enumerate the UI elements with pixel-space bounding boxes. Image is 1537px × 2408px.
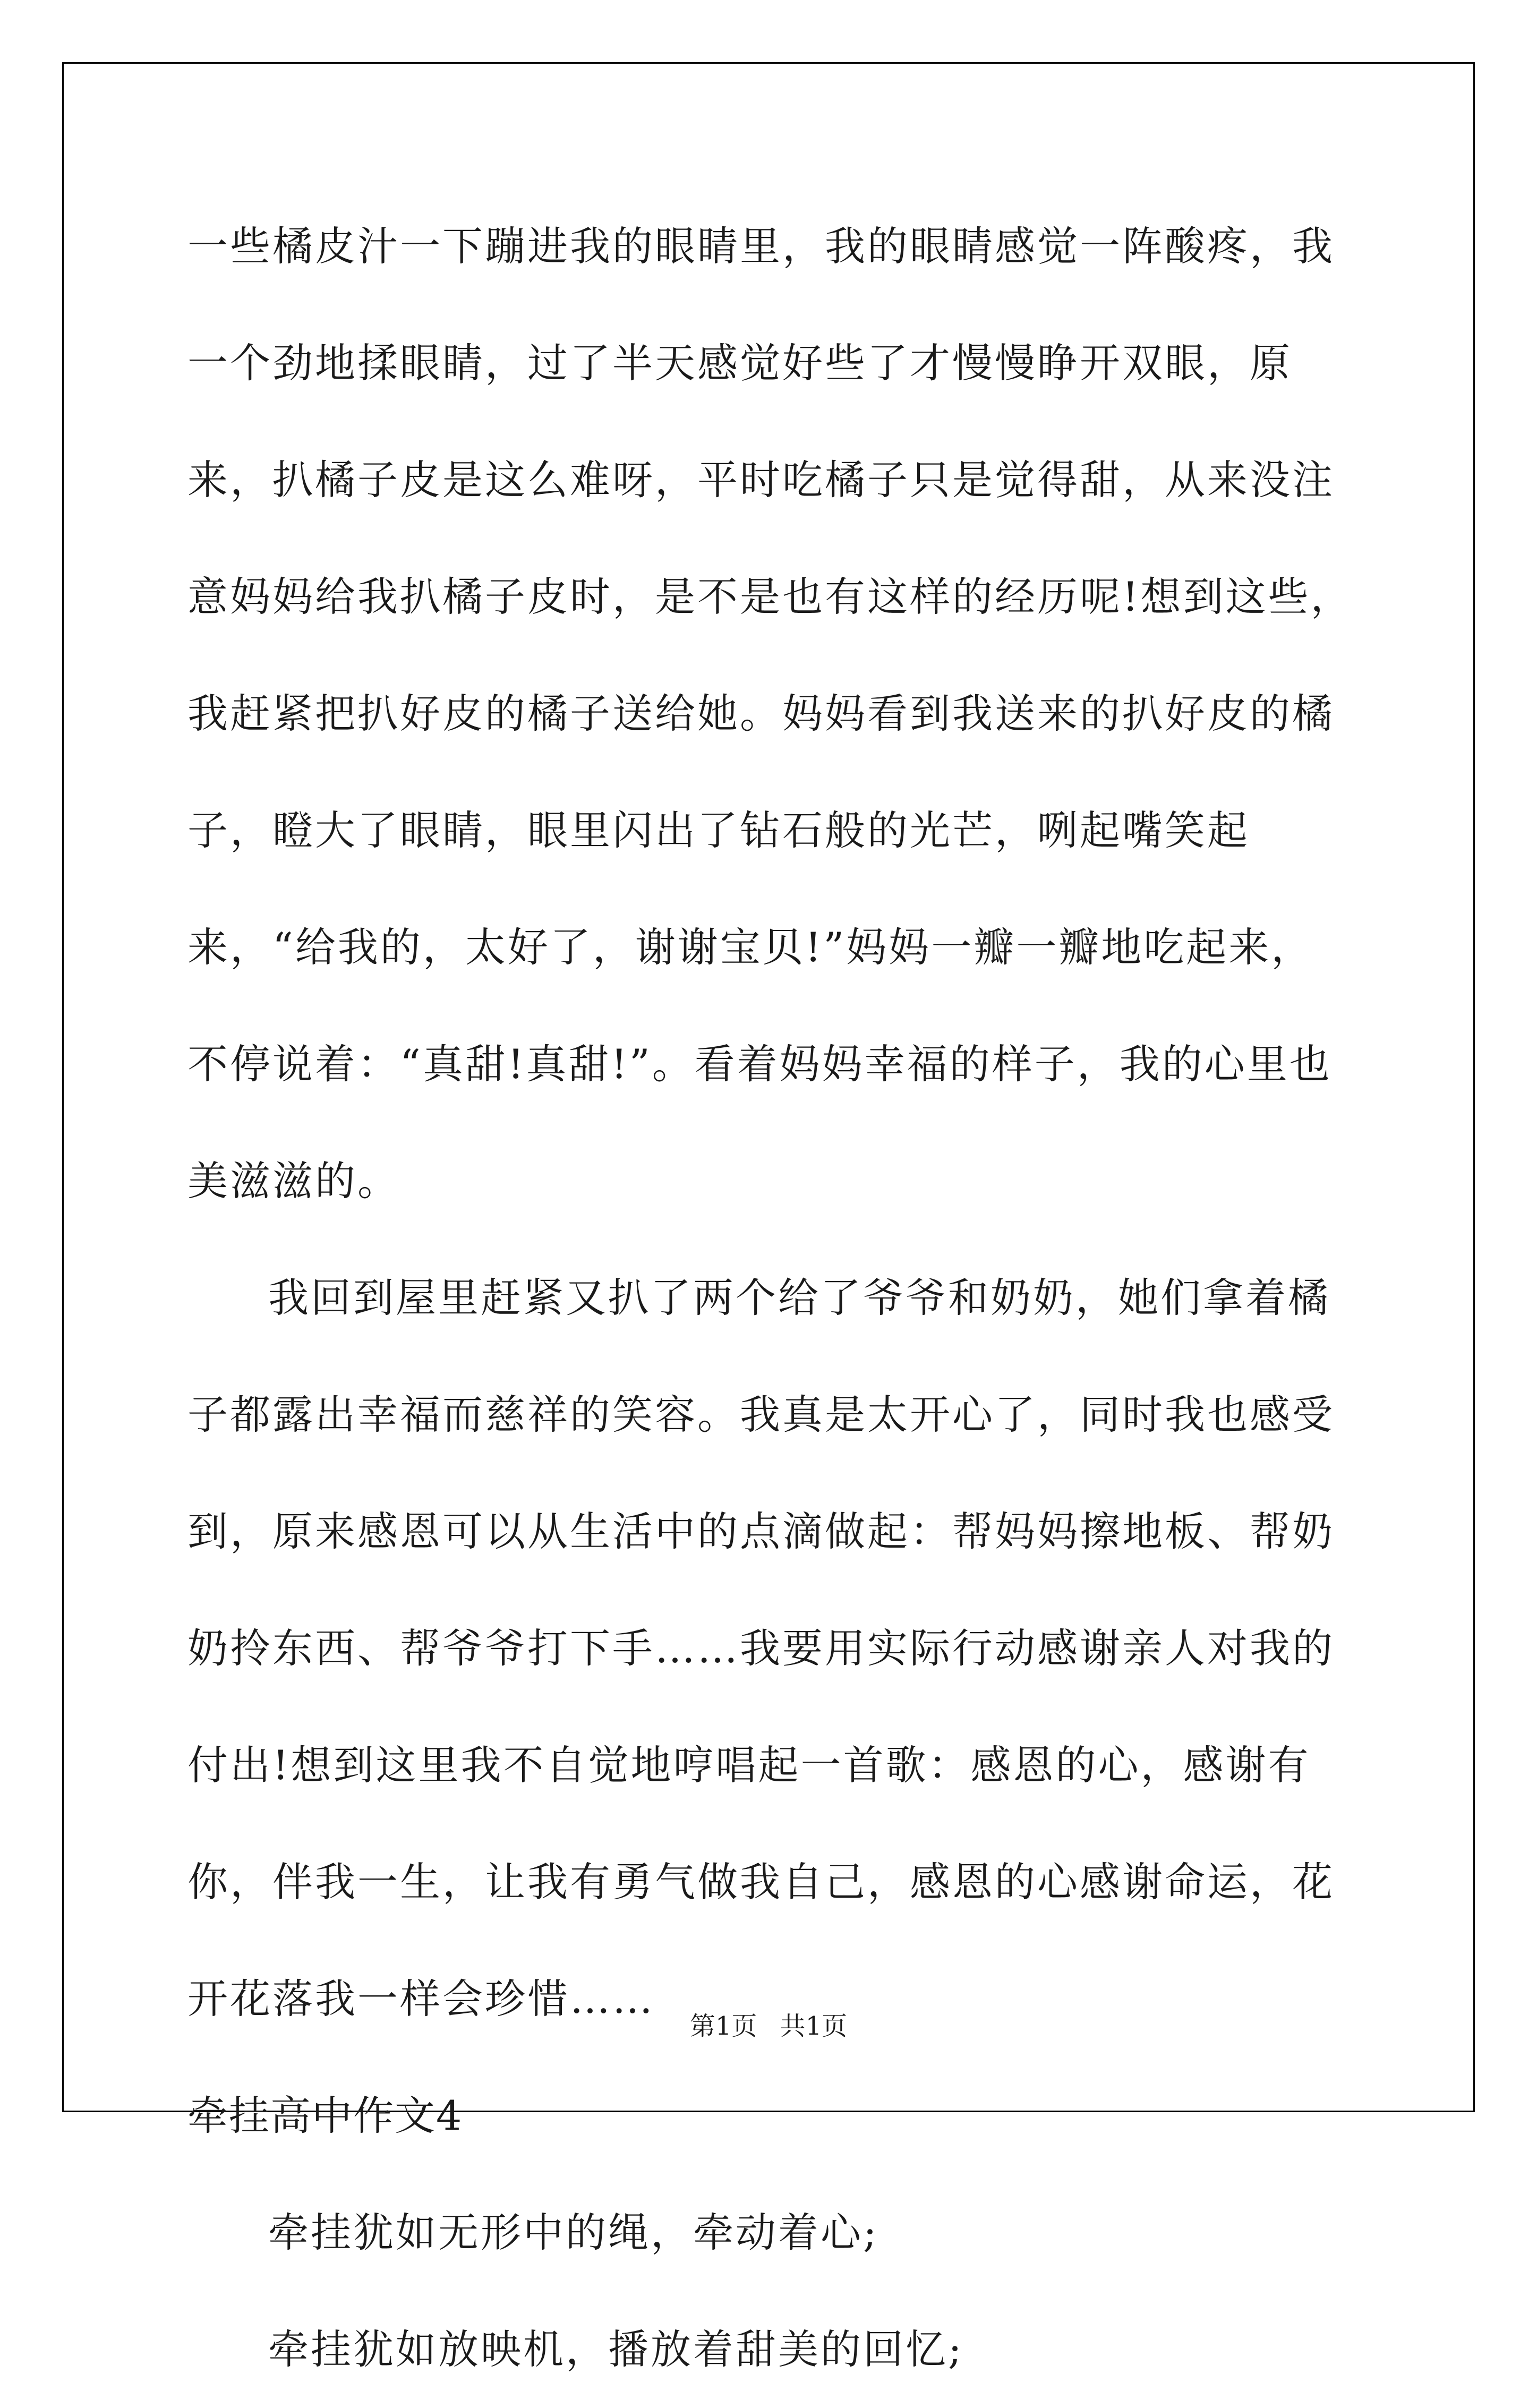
paragraph-3: 牵挂犹如无形中的绳，牵动着心; — [268, 2209, 879, 2256]
section-heading: 牵挂高中作文4 — [187, 2092, 463, 2139]
paragraph-2: 我回到屋里赶紧又扒了两个给了爷爷和奶奶，她们拿着橘子都露出幸福而慈祥的笑容。我真是太开心了，同时我也感受到，原来感恩可以从生活中的点滴做起：帮妈妈擦地板、帮奶奶拎东西、帮爷爷打下手……我要用实际行动感谢亲人对我的付出!想到这里我不自觉地哼唱起一首歌：感恩的心，感谢有你，伴我一生，让我有勇气做我自己，感恩的心感谢命运，花开花落我一样会珍惜…… — [187, 1274, 1335, 2022]
page-number-current: 第1页 — [689, 2011, 757, 2041]
paragraph-1: 一些橘皮汁一下蹦进我的眼睛里，我的眼睛感觉一阵酸疼，我一个劲地揉眼睛，过了半天感觉好些了才慢慢睁开双眼，原来，扒橘子皮是这么难呀，平时吃橘子只是觉得甜，从来没注意妈妈给我扒橘子皮时，是不是也有这样的经历呢!想到这些，我赶紧把扒好皮的橘子送给她。妈妈看到我送来的扒好皮的橘子，瞪大了眼睛，眼里闪出了钻石般的光芒，咧起嘴笑起来，“给我的，太好了，谢谢宝贝!”妈妈一瓣一瓣地吃起来，不停说着：“真甜!真甜!”。看着妈妈幸福的样子，我的心里也美滋滋的。 — [187, 223, 1353, 1205]
paragraph-4: 牵挂犹如放映机，播放着甜美的回忆; — [268, 2326, 964, 2373]
page-footer — [0, 2010, 1537, 2042]
document-body — [187, 188, 1356, 2408]
page-number-total: 共1页 — [780, 2011, 848, 2041]
